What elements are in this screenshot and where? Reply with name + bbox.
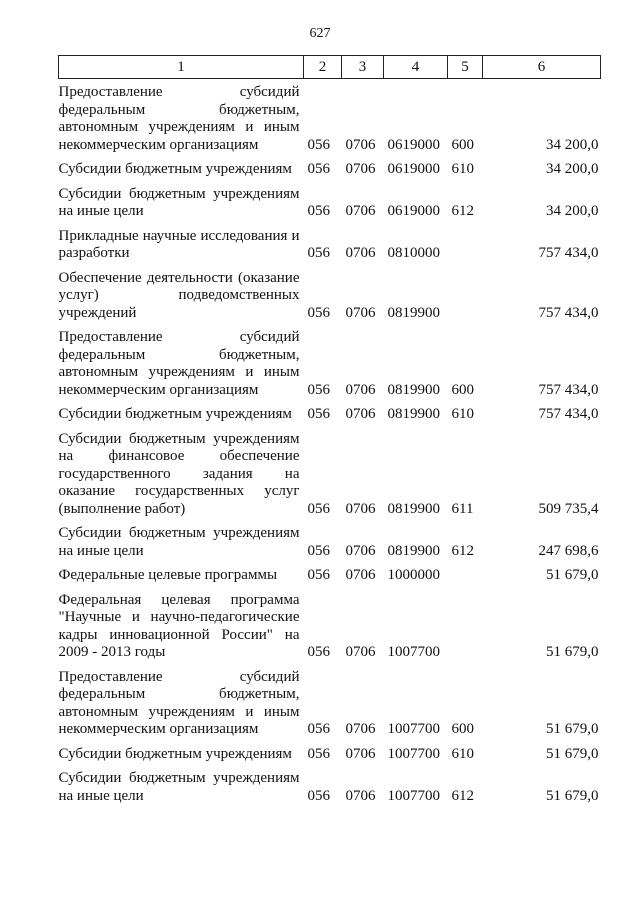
header-col-3: 3 [342, 56, 384, 79]
dept-code: 056 [307, 542, 330, 559]
item-name: Субсидии бюджетным учреждениям на финансовое обеспечение государственного задания на оказание государственных услуг (выполнение работ) [58, 430, 300, 517]
dept-code: 056 [307, 500, 330, 517]
item-name: Субсидии бюджетным учреждениям [58, 161, 292, 177]
target-item-code: 0819900 [387, 304, 440, 321]
amount: 757 434,0 [538, 304, 599, 321]
table-row [59, 587, 601, 664]
amount: 757 434,0 [538, 381, 599, 398]
target-item-code: 1007700 [387, 644, 440, 660]
expense-type-code [448, 587, 483, 664]
table-row [59, 765, 601, 807]
amount: 51 679,0 [546, 721, 599, 737]
table-row [59, 156, 601, 181]
target-item-code: 0819900 [387, 381, 440, 398]
item-name: Федеральная целевая программа "Научные и научно-педагогические кадры инновационной России" на 2009 - 2013 годы [58, 591, 300, 660]
table-row [59, 520, 601, 562]
expense-type-code: 610 [451, 406, 474, 422]
section-code: 0706 [345, 245, 376, 261]
section-code: 0706 [345, 745, 376, 762]
header-col-1: 1 [59, 56, 304, 79]
section-code: 0706 [345, 721, 376, 737]
dept-code: 056 [307, 721, 330, 737]
target-item-code: 1007700 [387, 787, 440, 804]
target-item-code: 0819900 [387, 500, 440, 517]
section-code: 0706 [345, 304, 376, 321]
dept-code: 056 [307, 567, 330, 583]
amount: 757 434,0 [538, 245, 599, 261]
target-item-code: 0810000 [387, 245, 440, 261]
expense-type-code: 612 [451, 787, 474, 804]
dept-code: 056 [307, 644, 330, 660]
item-name: Предоставление субсидий федеральным бюджетным, автономным учреждениям и иным некоммерческим организациям [58, 668, 300, 737]
expense-type-code [448, 223, 483, 265]
item-name: Субсидии бюджетным учреждениям на иные цели [58, 525, 300, 559]
table-row [59, 223, 601, 265]
table-row [59, 265, 601, 325]
amount: 757 434,0 [538, 406, 599, 422]
table-header [59, 56, 601, 79]
item-name: Предоставление субсидий федеральным бюджетным, автономным учреждениям и иным некоммерческим организациям [58, 329, 300, 398]
section-code: 0706 [345, 136, 376, 153]
section-code: 0706 [345, 542, 376, 559]
dept-code: 056 [307, 787, 330, 804]
page-number: 627 [309, 26, 331, 41]
budget-table [58, 55, 601, 807]
header-col-4: 4 [384, 56, 448, 79]
expense-type-code: 611 [451, 500, 474, 517]
table-row [59, 79, 601, 157]
table-row [59, 324, 601, 401]
expense-type-code: 610 [451, 161, 474, 177]
expense-type-code [448, 562, 483, 587]
dept-code: 056 [307, 245, 330, 261]
dept-code: 056 [307, 161, 330, 177]
expense-type-code: 600 [451, 721, 474, 737]
target-item-code: 0619000 [387, 203, 440, 219]
amount: 34 200,0 [546, 203, 599, 219]
table-row [59, 562, 601, 587]
target-item-code: 0819900 [387, 542, 440, 559]
amount: 509 735,4 [538, 500, 599, 517]
expense-type-code: 600 [451, 136, 474, 153]
item-name: Обеспечение деятельности (оказание услуг) подведомственных учреждений [58, 269, 300, 321]
amount: 247 698,6 [538, 542, 599, 559]
target-item-code: 1000000 [387, 567, 440, 583]
item-name: Прикладные научные исследования и разработки [58, 227, 300, 261]
amount: 51 679,0 [546, 644, 599, 660]
amount: 34 200,0 [546, 136, 599, 153]
target-item-code: 1007700 [387, 745, 440, 762]
expense-type-code: 612 [451, 542, 474, 559]
dept-code: 056 [307, 203, 330, 219]
section-code: 0706 [345, 567, 376, 583]
header-col-5: 5 [448, 56, 483, 79]
header-row [59, 56, 601, 79]
dept-code: 056 [307, 406, 330, 422]
section-code: 0706 [345, 161, 376, 177]
amount: 51 679,0 [546, 787, 599, 804]
section-code: 0706 [345, 787, 376, 804]
table-body [59, 79, 601, 808]
target-item-code: 1007700 [387, 721, 440, 737]
target-item-code: 0819900 [387, 406, 440, 422]
expense-type-code: 610 [451, 745, 474, 762]
header-col-2: 2 [304, 56, 342, 79]
item-name: Субсидии бюджетным учреждениям [58, 745, 292, 762]
item-name: Субсидии бюджетным учреждениям на иные цели [58, 770, 300, 804]
table-row [59, 664, 601, 741]
section-code: 0706 [345, 381, 376, 398]
item-name: Федеральные целевые программы [58, 567, 278, 583]
header-col-6: 6 [483, 56, 601, 79]
target-item-code: 0619000 [387, 136, 440, 153]
expense-type-code [448, 265, 483, 325]
expense-type-code: 612 [451, 203, 474, 219]
dept-code: 056 [307, 745, 330, 762]
item-name: Субсидии бюджетным учреждениям [58, 406, 292, 422]
section-code: 0706 [345, 644, 376, 660]
table-row [59, 401, 601, 426]
item-name: Субсидии бюджетным учреждениям на иные цели [58, 185, 300, 219]
table-row [59, 426, 601, 521]
amount: 51 679,0 [546, 567, 599, 583]
dept-code: 056 [307, 381, 330, 398]
amount: 51 679,0 [546, 745, 599, 762]
amount: 34 200,0 [546, 161, 599, 177]
section-code: 0706 [345, 406, 376, 422]
item-name: Предоставление субсидий федеральным бюджетным, автономным учреждениям и иным некоммерческим организациям [58, 84, 300, 153]
dept-code: 056 [307, 136, 330, 153]
expense-type-code: 600 [451, 381, 474, 398]
target-item-code: 0619000 [387, 161, 440, 177]
section-code: 0706 [345, 500, 376, 517]
section-code: 0706 [345, 203, 376, 219]
dept-code: 056 [307, 304, 330, 321]
table-row [59, 181, 601, 223]
table-row [59, 741, 601, 766]
